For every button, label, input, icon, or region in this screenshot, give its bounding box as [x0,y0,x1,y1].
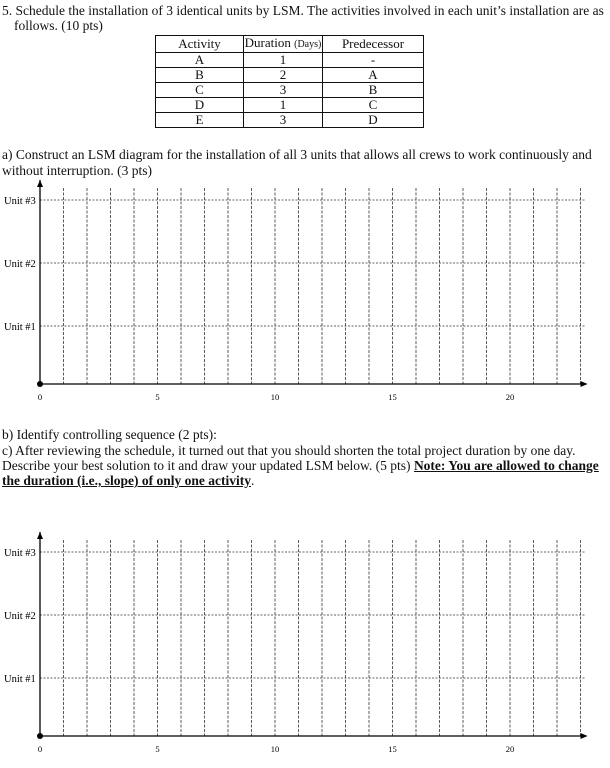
x-axis-arrow [581,381,588,387]
lsm-grid-c[interactable] [0,530,610,768]
x-tick-label: 5 [155,392,160,402]
part-c-note-cont: the duration (i.e., slope) of only one activity [2,473,251,488]
unit-label: Unit #2 [4,259,36,270]
header-activity: Activity [156,36,244,53]
header-duration-label: Duration [244,35,291,50]
part-b-line-1: b) Identify controlling sequence (2 pts): [2,427,217,442]
cell-activity: A [156,53,244,68]
y-axis-arrow [37,532,43,539]
header-predecessor: Predecessor [323,36,424,53]
x-tick-label: 15 [388,744,397,754]
cell-duration: 1 [244,53,323,68]
lsm-grid-a[interactable] [0,178,610,418]
cell-activity: D [156,98,244,113]
part-c-line-1: c) After reviewing the schedule, it turned out that you should shorten the total project duration by one day. [2,443,576,458]
question-line-1: 5. Schedule the installation of 3 identical units by LSM. The activities involved in each unit’s installation are as [2,3,604,18]
part-c-line-2-text: Describe your best solution to it and draw your updated LSM below. (5 pts) [2,458,414,473]
cell-duration: 2 [244,68,323,83]
question-line-2: follows. (10 pts) [14,18,103,33]
cell-activity: C [156,83,244,98]
table-row [156,68,424,83]
cell-duration: 3 [244,113,323,128]
x-tick-label: 0 [37,744,43,754]
part-a-line-1: a) Construct an LSM diagram for the installation of all 3 units that allows all crews to work continuously and [2,147,592,162]
cell-predecessor: A [323,68,424,83]
x-tick-label: 20 [505,392,515,402]
part-a-line-2: without interruption. (3 pts) [2,163,152,178]
x-tick-label: 0 [37,392,43,402]
part-c-note: Note: You are allowed to change [413,458,599,473]
table-row [156,113,424,128]
x-axis-arrow [581,733,588,739]
unit-label: Unit #1 [4,322,36,333]
unit-label: Unit #1 [4,674,36,685]
x-tick-label: 10 [270,744,280,754]
cell-predecessor: B [323,83,424,98]
part-c-period: . [251,473,255,488]
x-tick-label: 10 [270,392,280,402]
unit-label: Unit #3 [4,196,36,207]
table-row [156,98,424,113]
table-row [156,53,424,68]
cell-predecessor: D [323,113,424,128]
table-row [156,83,424,98]
part-c-line-2 [2,458,599,473]
origin-dot [37,381,43,387]
cell-activity: B [156,68,244,83]
cell-duration: 3 [244,83,323,98]
activity-table [155,35,424,128]
unit-label: Unit #2 [4,611,36,622]
cell-predecessor: - [323,53,424,68]
x-tick-label: 15 [388,392,397,402]
part-c-line-3 [2,473,254,488]
origin-dot [37,733,43,739]
header-duration [244,36,323,53]
y-axis-arrow [37,180,43,187]
table-header-row [156,36,424,53]
x-tick-label: 5 [155,744,160,754]
cell-activity: E [156,113,244,128]
x-tick-label: 20 [505,744,515,754]
header-duration-unit: (Days) [294,39,322,50]
unit-label: Unit #3 [4,548,36,559]
cell-predecessor: C [323,98,424,113]
cell-duration: 1 [244,98,323,113]
